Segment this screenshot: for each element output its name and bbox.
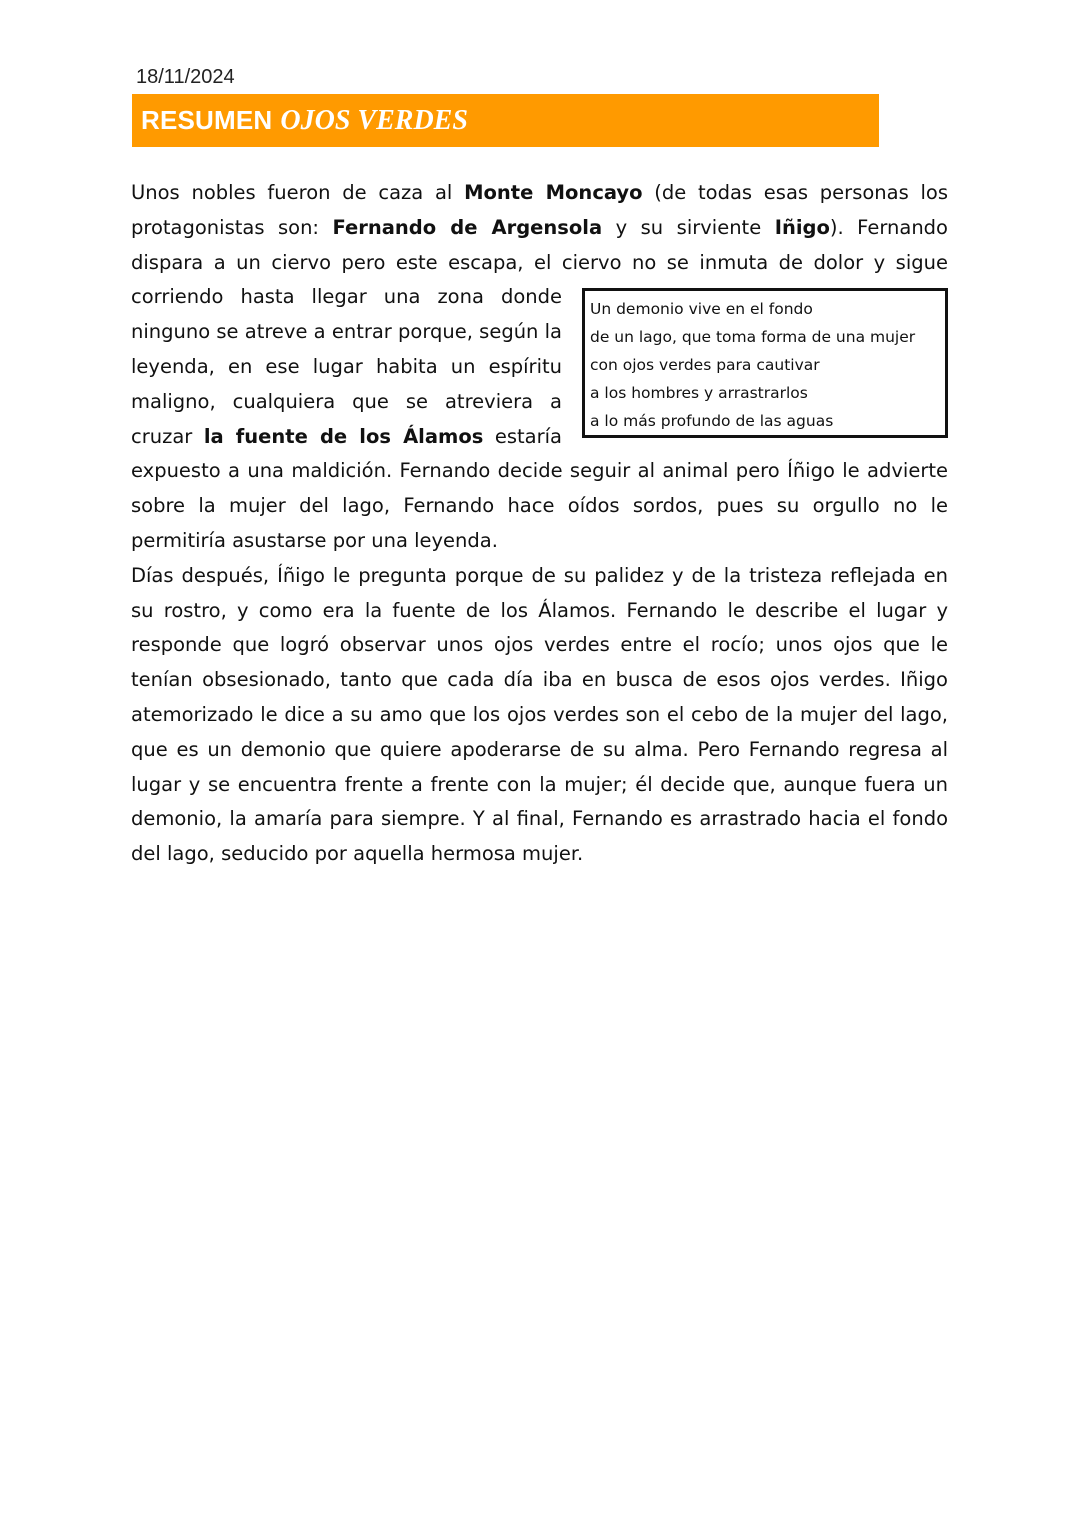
bold-fountain: la fuente de los Álamos: [203, 424, 484, 448]
title-italic: OJOS VERDES: [280, 104, 468, 136]
title-main: RESUMEN: [141, 105, 273, 135]
quote-line: Un demonio vive en el fondo: [590, 300, 813, 319]
text-run: corriendo hasta llegar una zona donde ninguno se atreve a entrar porque, según la leyenda, en ese lugar habita un espíritu maligno, cualquiera que se atreviera a cruzar: [131, 285, 562, 448]
quote-line: de un lago, que toma forma de una mujer: [590, 328, 916, 347]
quote-line: a los hombres y arrastrarlos: [590, 384, 808, 403]
document-date: 18/11/2024: [136, 66, 235, 88]
paragraph-2: Días después, Íñigo le pregunta porque de su palidez y de la tristeza reflejada en su rostro, y como era la fuente de los Álamos. Fernando le describe el lugar y responde que logró observar unos ojos verdes entre el rocío; unos ojos que le tenían obsesionado, tanto que cada día iba en busca de esos ojos verdes. Iñigo atemorizado le dice a su amo que los ojos verdes son el cebo de la mujer del lago, que es un demonio que quiere apoderarse de su alma. Pero Fernando regresa al lugar y se encuentra frente a frente con la mujer; él decide que, aunque fuera un demonio, la amaría para siempre. Y al final, Fernando es arrastrado hacia el fondo del lago, seducido por aquella hermosa mujer.: [131, 563, 948, 866]
text-run: (de todas esas personas los protagonistas son:: [131, 181, 948, 239]
text-run: Unos nobles fueron de caza al: [131, 181, 465, 204]
text-run: estaría expuesto a una maldición. Fernando decide seguir al animal pero Íñigo le advierte sobre la mujer del lago, Fernando hace oídos sordos, pues su orgullo no le permitiría asustarse por una leyenda.: [131, 424, 948, 552]
text-run: y su sirviente: [602, 215, 775, 239]
quote-line: con ojos verdes para cautivar: [590, 356, 820, 375]
legend-quote-box: [582, 288, 948, 438]
bold-servant: Iñigo: [774, 215, 830, 239]
paragraph-1: [131, 176, 948, 559]
text-run: ). Fernando dispara a un ciervo pero este escapa, el ciervo no se inmuta de dolor y sigue: [131, 215, 948, 274]
bold-protagonist: Fernando de Argensola: [332, 215, 603, 239]
title-banner: [132, 94, 879, 147]
quote-line: a lo más profundo de las aguas: [590, 412, 834, 431]
summary-body: [131, 176, 948, 872]
bold-place: Monte Moncayo: [464, 181, 643, 204]
